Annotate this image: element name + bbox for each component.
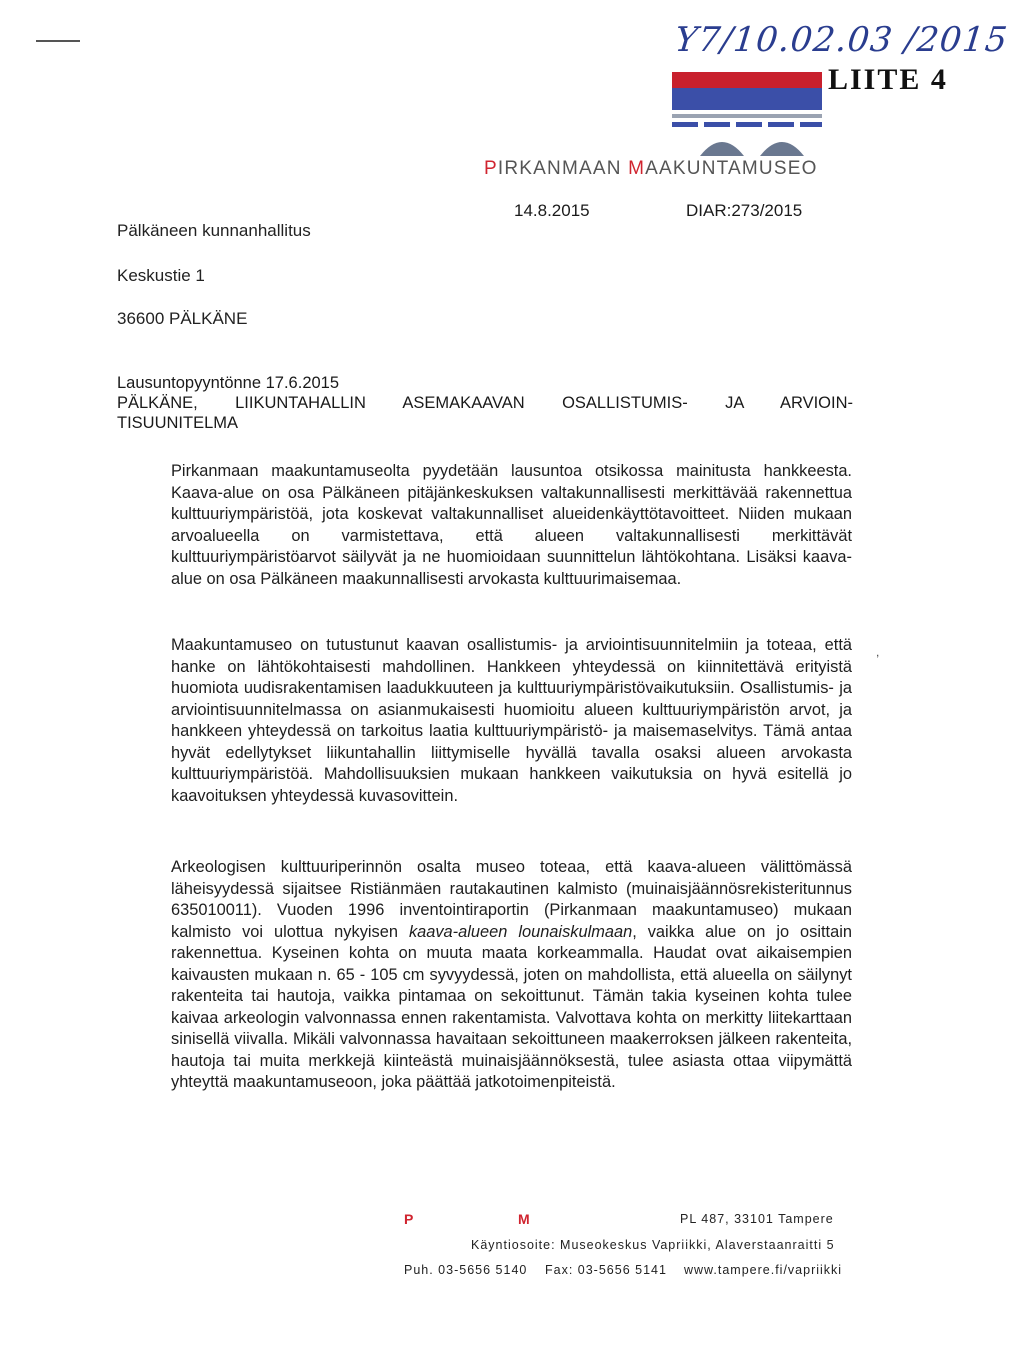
museum-name-part-2: AAKUNTAMUSEO bbox=[645, 158, 818, 179]
subject-title-line-2: TISUUNITELMA bbox=[117, 414, 239, 432]
stray-mark: , bbox=[876, 645, 880, 659]
top-rule bbox=[36, 40, 80, 42]
subject-block bbox=[117, 373, 853, 433]
logo-stripe-2 bbox=[704, 122, 730, 127]
museum-logo bbox=[672, 72, 832, 156]
attachment-label: LIITE 4 bbox=[828, 63, 948, 96]
footer-p: P bbox=[404, 1211, 415, 1227]
footer-initial-m bbox=[518, 1211, 531, 1227]
paragraph-3 bbox=[171, 857, 852, 1094]
recipient-street: Keskustie 1 bbox=[117, 266, 205, 285]
logo-arch-left bbox=[700, 142, 744, 156]
footer-initial-p bbox=[404, 1211, 414, 1227]
logo-blue-band bbox=[672, 88, 822, 110]
logo-stripe-1 bbox=[672, 122, 698, 127]
logo-arch-right bbox=[760, 142, 804, 156]
paragraph-1: Pirkanmaan maakuntamuseolta pyydetään lausuntoa otsikossa mainitusta hankkeesta. Kaava-alue on osa Pälkäneen pitäjänkeskuksen valtakunnallisesti merkittävää rakennettua kulttuuriympäristöä, jota koskevat valtakunnalliset alueidenkäyttötavoitteet. Niiden mukaan arvoalueella on varmistettava, että alueen valtakunnallisesti merkittävät kulttuuriympäristöarvot säilyvät ja ne huomioidaan suunnittelun lähtökohtana. Lisäksi kaava-alue on osa Pälkäneen maakunnallisesti arvokasta kulttuurimaisemaa. bbox=[171, 462, 852, 588]
logo-grey-stripe bbox=[672, 114, 822, 118]
request-reference: Lausuntopyyntönne 17.6.2015 bbox=[117, 374, 340, 392]
logo-stripe-3 bbox=[736, 122, 762, 127]
logo-stripe-5 bbox=[800, 122, 822, 127]
paragraph-2: Maakuntamuseo on tutustunut kaavan osallistumis- ja arviointisuunnitelmiin ja toteaa, että hanke on lähtökohtaisesti mahdollinen. Hankkeen yhteydessä on kiinnitettävä erityistä huomiota uudisrakentamisen laadukkuuteen ja kulttuuriympäristövaikutuksiin. Osallistumis- ja arviointisuunnitelmassa on asianmukaisesti huomioitu alueen kulttuuriympäristön arvot, ja hankkeen yhteydessä on tarkoitus laatia kulttuuriympäristö- ja maisemaselvitys. Tämä antaa hyvät edellytykset liikuntahallin liittymiselle hyvällä tavalla osaksi alueen arvokasta kulttuuriympäristöä. Mahdollisuuksien mukaan hankkeen vaikutuksia on hyvä esitellä jo kaavoituksen yhteydessä kuvasovittein. bbox=[171, 636, 852, 805]
paragraph-3-italic: kaava-alueen lounaiskulmaan bbox=[408, 922, 633, 941]
recipient-name: Pälkäneen kunnanhallitus bbox=[117, 221, 311, 240]
paragraph-3-text-2: , vaikka alue on jo osittain rakennettua. Kyseinen kohta on muuta maata korkeammalla. Haudat ovat aikaisempien kaivausten mukaan n. 65 - 105 cm syvyydessä, joten on mahdollista, että alueella on säilynyt rakenteita tai hautoja, vaikka pintamaa on sekoittunut. Tämän takia kyseinen kohta tulee kaivaa arkeologin valvonnassa ennen rakentamista. Valvottava kohta on merkitty liitekarttaan sinisellä viivalla. Mikäli valvonnassa havaitaan sekoittuneen maakerroksen jälkeen rakenteita, hautoja tai muita merkkejä kiinteästä muinaisjäännöksestä, tulee asiasta ottaa viipymättä yhteyttä maakuntamuseoon, joka päättää jatkotoimenpiteistä. bbox=[171, 922, 852, 1091]
museum-initial-m: M bbox=[628, 158, 646, 179]
subject-title-line-1: PÄLKÄNE, LIIKUNTAHALLIN ASEMAKAAVAN OSALLISTUMIS- JA ARVIOIN- bbox=[117, 394, 853, 412]
museum-name-part-1: IRKANMAAN bbox=[497, 158, 629, 179]
logo-red-band bbox=[672, 72, 822, 88]
footer-m: M bbox=[518, 1211, 531, 1227]
diary-number: DIAR:273/2015 bbox=[686, 201, 803, 220]
footer-fax: Fax: 03-5656 5141 bbox=[545, 1263, 667, 1277]
footer-website: www.tampere.fi/vapriikki bbox=[684, 1263, 843, 1277]
recipient-postal: 36600 PÄLKÄNE bbox=[117, 309, 248, 328]
paragraph-3-text-1: Arkeologisen kulttuuriperinnön osalta museo toteaa, että kaava-alueen välittömässä läheisyydessä sijaitsee Ristiänmäen rautakautinen kalmisto (muinaisjäännösrekisteritunnus 635010011). Vuoden 1996 inventointiraportin (Pirkanmaan maakuntamuseo) mukaan kalmisto voi ulottua nykyisen bbox=[171, 858, 852, 941]
handwritten-annotation: Y7/10.02.03 /2015 bbox=[672, 20, 1010, 60]
museum-initial-p: P bbox=[484, 158, 498, 179]
footer-visiting-address: Käyntiosoite: Museokeskus Vapriikki, Alaverstaanraitti 5 bbox=[471, 1238, 835, 1252]
logo-stripe-4 bbox=[768, 122, 794, 127]
museum-name bbox=[484, 158, 818, 180]
letter-date: 14.8.2015 bbox=[514, 201, 590, 220]
footer-po-box: PL 487, 33101 Tampere bbox=[680, 1212, 834, 1226]
footer-phone: Puh. 03-5656 5140 bbox=[404, 1263, 528, 1277]
